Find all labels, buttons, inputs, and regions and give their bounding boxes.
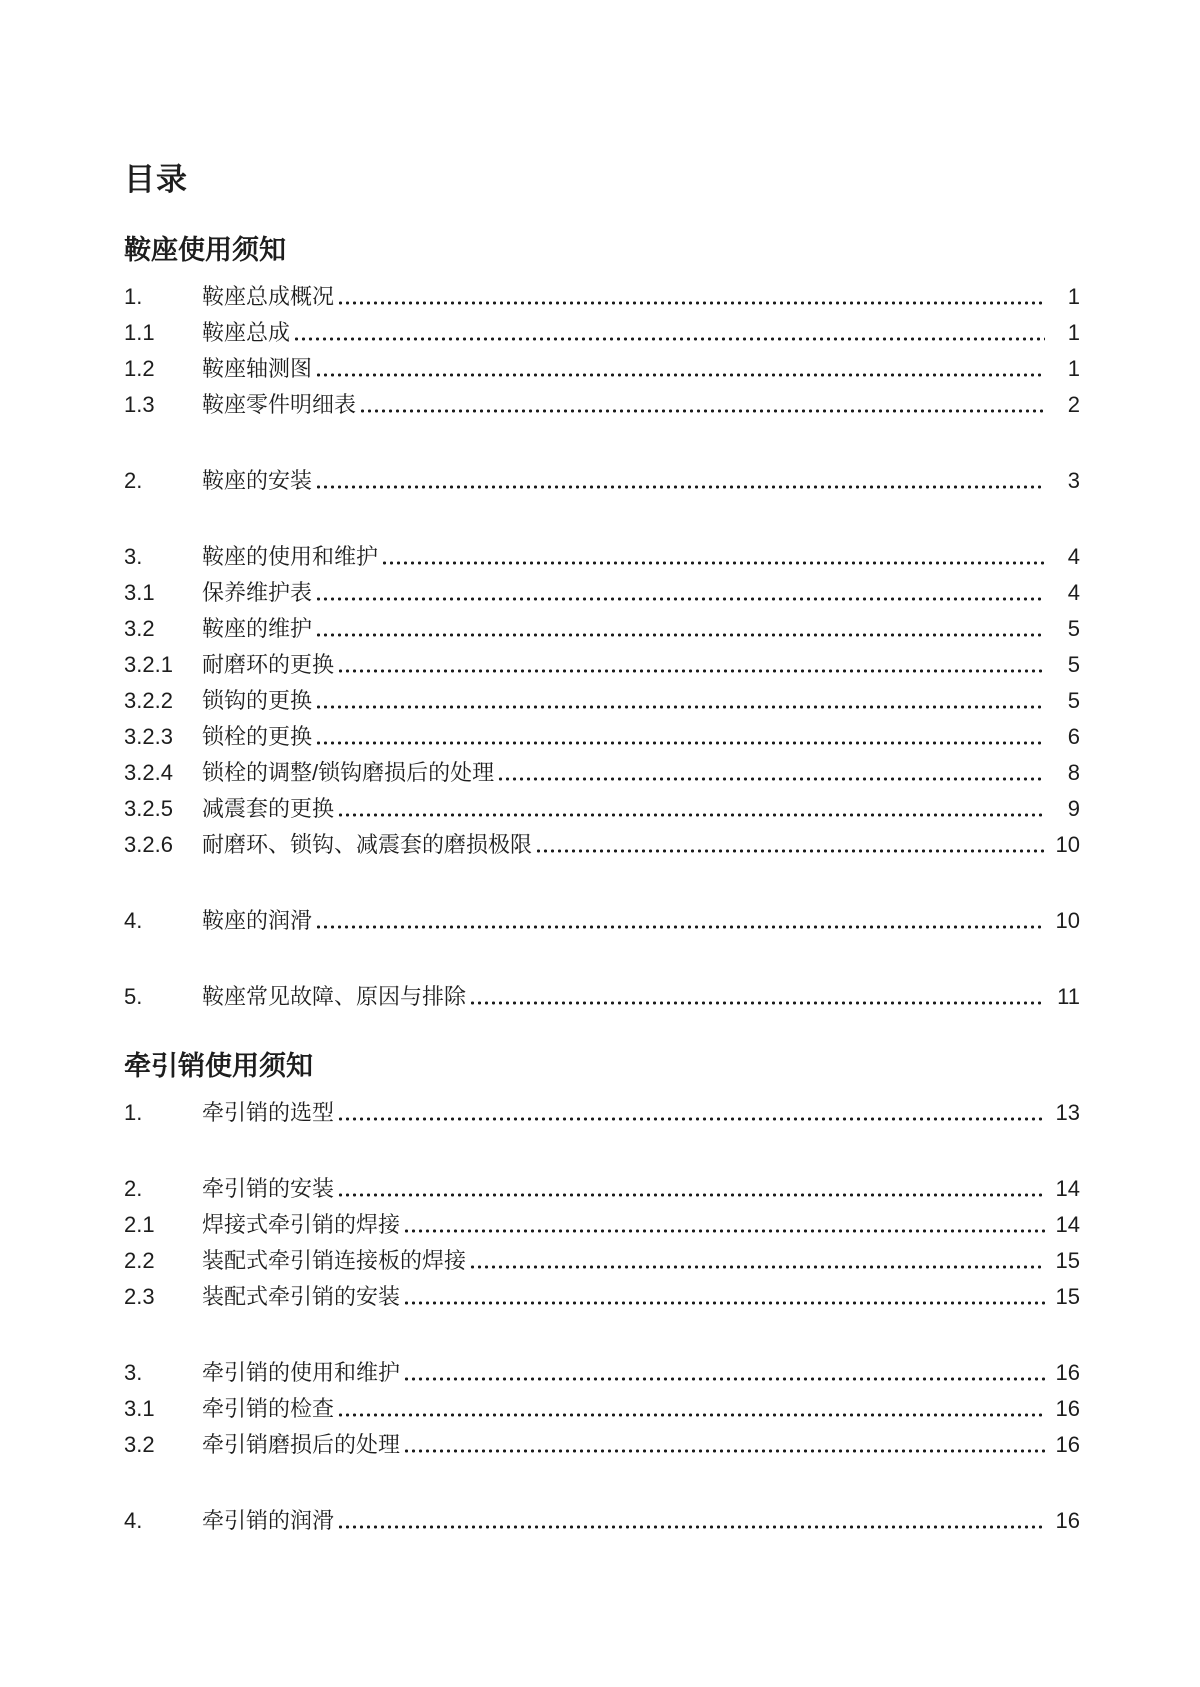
toc-entry-2-3[interactable]: [124, 1355, 1080, 1391]
toc-entry-2-2-1[interactable]: [124, 1207, 1080, 1243]
toc-entry-1-1[interactable]: [124, 279, 1080, 315]
toc-entry-page: 14: [1055, 1212, 1080, 1237]
toc-entry-page: 5: [1067, 688, 1080, 713]
toc-entry-page: 9: [1067, 796, 1080, 821]
toc-entry-page: 6: [1067, 724, 1080, 749]
toc-entry-label: 锁栓的更换: [202, 724, 313, 749]
toc-entry-1-3-2-6[interactable]: [124, 827, 1080, 863]
toc-entry-label: 牵引销的检查: [202, 1396, 335, 1421]
toc-entry-page: 16: [1055, 1432, 1080, 1457]
toc-entry-2-3-2[interactable]: [124, 1427, 1080, 1463]
toc-entry-page: 14: [1055, 1176, 1080, 1201]
toc-entry-1-4[interactable]: [124, 903, 1080, 939]
toc-entry-page: 10: [1055, 908, 1080, 933]
toc-entry-page: 13: [1055, 1100, 1080, 1125]
toc-entry-1-3[interactable]: [124, 539, 1080, 575]
toc-entry-number: 5.: [124, 984, 143, 1009]
toc-group: [124, 539, 1080, 863]
toc-entry-number: 3.2.5: [124, 796, 173, 821]
toc-entry-number: 1.1: [124, 320, 155, 345]
dot-leader: [315, 463, 1045, 499]
toc-entry-page: 4: [1067, 580, 1080, 605]
toc-entry-1-1-3[interactable]: [124, 387, 1080, 423]
toc-entry-number: 3.2.6: [124, 832, 173, 857]
toc-entry-label: 牵引销的使用和维护: [202, 1360, 401, 1385]
toc-entry-page: 15: [1055, 1248, 1080, 1273]
toc-entry-number: 3.2.4: [124, 760, 173, 785]
toc-entry-label: 锁钩的更换: [202, 688, 313, 713]
toc-entry-2-3-1[interactable]: [124, 1391, 1080, 1427]
toc-entry-page: 3: [1067, 468, 1080, 493]
section-heading: 鞍座使用须知: [124, 235, 286, 265]
dot-leader: [293, 315, 1045, 351]
toc-entry-1-3-2-5[interactable]: [124, 791, 1080, 827]
toc-group: [124, 903, 1080, 939]
toc-entry-1-2[interactable]: [124, 463, 1080, 499]
dot-leader: [315, 575, 1045, 611]
toc-entry-page: 4: [1067, 544, 1080, 569]
toc-entry-number: 1.2: [124, 356, 155, 381]
toc-entry-page: 5: [1067, 652, 1080, 677]
dot-leader: [469, 979, 1045, 1015]
toc-entry-page: 15: [1055, 1284, 1080, 1309]
toc-entry-number: 1.: [124, 284, 143, 309]
dot-leader: [337, 791, 1045, 827]
toc-entry-label: 鞍座总成概况: [202, 284, 335, 309]
toc-entry-2-2-3[interactable]: [124, 1279, 1080, 1315]
toc-entry-2-4[interactable]: [124, 1503, 1080, 1539]
toc-entry-label: 装配式牵引销的安装: [202, 1284, 401, 1309]
toc-entry-page: 16: [1055, 1396, 1080, 1421]
toc-entry-2-2[interactable]: [124, 1171, 1080, 1207]
toc-entry-label: 牵引销磨损后的处理: [202, 1432, 401, 1457]
dot-leader: [359, 387, 1045, 423]
dot-leader: [315, 611, 1045, 647]
dot-leader: [535, 827, 1045, 863]
toc-entry-1-3-1[interactable]: [124, 575, 1080, 611]
toc-group: [124, 1095, 1080, 1131]
dot-leader: [315, 903, 1045, 939]
toc: [124, 233, 1080, 1539]
dot-leader: [337, 1171, 1045, 1207]
toc-entry-label: 牵引销的选型: [202, 1100, 335, 1125]
toc-group: [124, 979, 1080, 1015]
toc-entry-page: 11: [1057, 984, 1080, 1009]
toc-entry-number: 3.1: [124, 580, 155, 605]
toc-entry-label: 牵引销的安装: [202, 1176, 335, 1201]
dot-leader: [315, 683, 1045, 719]
toc-entry-2-1[interactable]: [124, 1095, 1080, 1131]
dot-leader: [337, 279, 1045, 315]
toc-entry-number: 3.2: [124, 616, 155, 641]
toc-entry-number: 1.: [124, 1100, 143, 1125]
toc-entry-1-3-2-2[interactable]: [124, 683, 1080, 719]
section-heading: 牵引销使用须知: [124, 1051, 313, 1081]
toc-section-2: [124, 1049, 1080, 1539]
dot-leader: [337, 1391, 1045, 1427]
toc-group: [124, 1503, 1080, 1539]
toc-entry-number: 3.2.2: [124, 688, 173, 713]
toc-entry-page: 5: [1067, 616, 1080, 641]
toc-entry-page: 10: [1055, 832, 1080, 857]
toc-entry-label: 鞍座零件明细表: [202, 392, 357, 417]
toc-entry-1-1-2[interactable]: [124, 351, 1080, 387]
toc-entry-1-5[interactable]: [124, 979, 1080, 1015]
toc-entry-label: 耐磨环的更换: [202, 652, 335, 677]
toc-entry-1-3-2-3[interactable]: [124, 719, 1080, 755]
toc-entry-label: 牵引销的润滑: [202, 1508, 335, 1533]
toc-entry-number: 1.3: [124, 392, 155, 417]
toc-entry-number: 2.1: [124, 1212, 155, 1237]
toc-entry-label: 鞍座的安装: [202, 468, 313, 493]
toc-section-1: [124, 233, 1080, 1015]
toc-entry-label: 鞍座的使用和维护: [202, 544, 379, 569]
dot-leader: [403, 1427, 1045, 1463]
toc-entry-label: 鞍座轴测图: [202, 356, 313, 381]
toc-entry-page: 1: [1067, 356, 1080, 381]
toc-entry-1-3-2[interactable]: [124, 611, 1080, 647]
toc-entry-number: 2.: [124, 468, 143, 493]
toc-entry-number: 4.: [124, 908, 143, 933]
dot-leader: [337, 647, 1045, 683]
toc-entry-1-3-2-4[interactable]: [124, 755, 1080, 791]
toc-group: [124, 1355, 1080, 1463]
toc-entry-number: 3.2: [124, 1432, 155, 1457]
toc-entry-page: 2: [1067, 392, 1080, 417]
toc-entry-label: 鞍座常见故障、原因与排除: [202, 984, 467, 1009]
toc-entry-label: 鞍座总成: [202, 320, 291, 345]
toc-entry-label: 耐磨环、锁钩、减震套的磨损极限: [202, 832, 533, 857]
dot-leader: [403, 1279, 1045, 1315]
toc-entry-label: 装配式牵引销连接板的焊接: [202, 1248, 467, 1273]
toc-entry-label: 焊接式牵引销的焊接: [202, 1212, 401, 1237]
dot-leader: [403, 1355, 1045, 1391]
toc-entry-page: 1: [1067, 320, 1080, 345]
toc-entry-number: 2.2: [124, 1248, 155, 1273]
toc-entry-label: 鞍座的维护: [202, 616, 313, 641]
dot-leader: [315, 719, 1045, 755]
toc-entry-label: 锁栓的调整/锁钩磨损后的处理: [202, 760, 495, 785]
toc-entry-number: 3.: [124, 1360, 143, 1385]
toc-entry-number: 2.: [124, 1176, 143, 1201]
dot-leader: [337, 1503, 1045, 1539]
toc-entry-number: 2.3: [124, 1284, 155, 1309]
toc-entry-page: 16: [1055, 1508, 1080, 1533]
toc-entry-label: 减震套的更换: [202, 796, 335, 821]
dot-leader: [469, 1243, 1045, 1279]
toc-entry-2-2-2[interactable]: [124, 1243, 1080, 1279]
toc-group: [124, 1171, 1080, 1315]
toc-entry-number: 3.: [124, 544, 143, 569]
toc-group: [124, 463, 1080, 499]
toc-entry-page: 8: [1067, 760, 1080, 785]
dot-leader: [381, 539, 1045, 575]
toc-entry-number: 3.2.3: [124, 724, 173, 749]
dot-leader: [497, 755, 1045, 791]
toc-entry-page: 1: [1067, 284, 1080, 309]
toc-entry-label: 保养维护表: [202, 580, 313, 605]
toc-entry-page: 16: [1055, 1360, 1080, 1385]
toc-entry-number: 3.2.1: [124, 652, 173, 677]
page-title: 目录: [124, 162, 188, 197]
toc-entry-label: 鞍座的润滑: [202, 908, 313, 933]
dot-leader: [337, 1095, 1045, 1131]
dot-leader: [315, 351, 1045, 387]
toc-entry-number: 3.1: [124, 1396, 155, 1421]
toc-entry-1-3-2-1[interactable]: [124, 647, 1080, 683]
toc-entry-number: 4.: [124, 1508, 143, 1533]
toc-entry-1-1-1[interactable]: [124, 315, 1080, 351]
dot-leader: [403, 1207, 1045, 1243]
toc-group: [124, 279, 1080, 423]
